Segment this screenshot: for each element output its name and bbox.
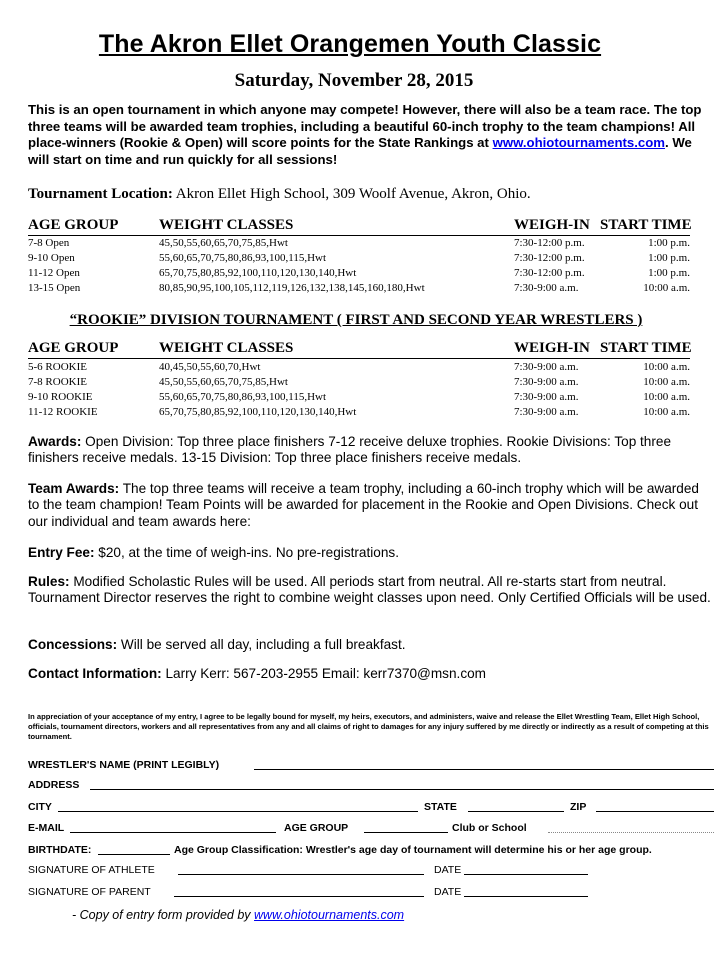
team-awards-text: The top three teams will receive a team trophy, including a 60-inch trophy which will be awarded to the team champion! Team Points will be awarded for placement in the Rookie and Open Divisions. Check out our individual and team awards here: — [28, 481, 699, 529]
club-field[interactable] — [548, 832, 714, 833]
address-field[interactable] — [90, 789, 714, 790]
awards-section — [28, 434, 714, 467]
entry-fee-text: $20, at the time of weigh-ins. No pre-registrations. — [94, 545, 399, 560]
intro-text-after: . We will start on time and run quickly for all sessions! — [28, 135, 692, 167]
waiver-text: In appreciation of your acceptance of my entry, I agree to be legally bound for myself, my heirs, executors, and administers, waive and release the Ellet Wrestling Team, Ellet High School, officials, tournament directors, workers and all representatives from any and all claims of right to damages for any injury suffered by me directly or indirectly as a result of competing at this tournament. — [28, 712, 709, 741]
intro-paragraph — [28, 102, 714, 168]
row-weigh-in: 7:30-9:00 a.m. — [514, 406, 579, 418]
header-age-group: AGE GROUP — [28, 217, 119, 233]
email-label: E-MAIL — [28, 822, 65, 834]
row-start: 10:00 a.m. — [643, 376, 690, 388]
row-weigh-in: 7:30-12:00 p.m. — [514, 252, 585, 264]
parent-date-field[interactable] — [464, 896, 588, 897]
contact-section — [28, 666, 714, 682]
location-value: Akron Ellet High School, 309 Woolf Avenue, Akron, Ohio. — [172, 186, 531, 202]
row-age: 7-8 ROOKIE — [28, 376, 87, 388]
row-weights: 40,45,50,55,60,70,Hwt — [159, 361, 261, 373]
age-classification-note: Age Group Classification: Wrestler's age day of tournament will determine his or her age group. — [174, 844, 652, 856]
row-start: 1:00 p.m. — [648, 267, 690, 279]
city-label: CITY — [28, 801, 52, 813]
row-age: 7-8 Open — [28, 237, 70, 249]
row-weigh-in: 7:30-9:00 a.m. — [514, 361, 579, 373]
row-weights: 45,50,55,60,65,70,75,85,Hwt — [159, 376, 288, 388]
birthdate-row — [28, 842, 714, 856]
awards-label: Awards: — [28, 434, 82, 449]
row-weigh-in: 7:30-9:00 a.m. — [514, 376, 579, 388]
table-row — [28, 406, 690, 420]
footer-credit — [72, 908, 404, 922]
rules-text: Modified Scholastic Rules will be used. All periods start from neutral. All re-starts start from neutral. Tournament Director reserves the right to combine weight classes upon need. Only Certified Officials will be used. — [28, 574, 711, 606]
zip-field[interactable] — [596, 811, 714, 812]
row-age: 13-15 Open — [28, 282, 81, 294]
row-age: 11-12 Open — [28, 267, 80, 279]
concessions-text: Will be served all day, including a full breakfast. — [117, 637, 406, 652]
row-start: 10:00 a.m. — [643, 361, 690, 373]
age-group-field[interactable] — [364, 832, 448, 833]
intro-link[interactable]: www.ohiotournaments.com — [492, 135, 666, 150]
parent-date-label: DATE — [434, 886, 462, 898]
table-row — [28, 267, 690, 281]
concessions-label: Concessions: — [28, 637, 118, 652]
club-label: Club or School — [452, 822, 527, 834]
footer-text: - Copy of entry form provided by — [72, 908, 255, 922]
parent-signature-row — [28, 884, 714, 898]
header-start-time: START TIME — [600, 217, 692, 233]
state-label: STATE — [424, 801, 457, 813]
footer-link[interactable]: www.ohiotournaments.com — [254, 908, 405, 922]
open-table-header — [28, 217, 690, 236]
entry-fee-section — [28, 545, 714, 561]
team-awards-section — [28, 481, 714, 530]
table-row — [28, 391, 690, 405]
athlete-date-field[interactable] — [464, 874, 588, 875]
address-row — [28, 777, 714, 791]
row-weights: 45,50,55,60,65,70,75,85,Hwt — [159, 237, 288, 249]
header-weigh-in: WEIGH-IN — [514, 217, 590, 233]
table-row — [28, 376, 690, 390]
city-row — [28, 799, 714, 813]
state-field[interactable] — [468, 811, 564, 812]
city-field[interactable] — [58, 811, 418, 812]
row-start: 10:00 a.m. — [643, 391, 690, 403]
row-weights: 65,70,75,80,85,92,100,110,120,130,140,Hwt — [159, 267, 357, 279]
row-weigh-in: 7:30-9:00 a.m. — [514, 282, 579, 294]
header-start-time: START TIME — [600, 340, 692, 356]
wrestler-name-field[interactable] — [254, 769, 714, 770]
concessions-section — [28, 637, 714, 653]
row-weights: 80,85,90,95,100,105,112,119,126,132,138,145,160,180,Hwt — [159, 282, 425, 294]
team-awards-label: Team Awards: — [28, 481, 120, 496]
age-group-label: AGE GROUP — [284, 822, 349, 834]
rookie-division-title: “ROOKIE” DIVISION TOURNAMENT ( FIRST AND SECOND YEAR WRESTLERS ) — [69, 312, 643, 328]
row-weights: 55,60,65,70,75,80,86,93,100,115,Hwt — [159, 391, 327, 403]
contact-label: Contact Information: — [28, 666, 162, 681]
contact-text: Larry Kerr: 567-203-2955 Email: kerr7370@msn.com — [161, 666, 486, 681]
row-age: 11-12 ROOKIE — [28, 406, 98, 418]
row-start: 10:00 a.m. — [643, 282, 690, 294]
rules-section — [28, 574, 714, 607]
athlete-signature-field[interactable] — [178, 874, 424, 875]
row-weights: 65,70,75,80,85,92,100,110,120,130,140,Hwt — [159, 406, 357, 418]
parent-signature-label: SIGNATURE OF PARENT — [28, 886, 151, 898]
parent-signature-field[interactable] — [174, 896, 424, 897]
table-row — [28, 361, 690, 375]
location-label: Tournament Location: — [28, 186, 173, 202]
header-age-group: AGE GROUP — [28, 340, 119, 356]
intro-text: This is an open tournament in which anyone may compete! However, there will also be a team race. The top three teams will be awarded team trophies, including a beautiful 60-inch trophy to the team champions! All place-winners (Rookie & Open) will score points for the State Rankings at — [28, 102, 702, 150]
row-age: 9-10 ROOKIE — [28, 391, 93, 403]
address-label: ADDRESS — [28, 779, 80, 791]
wrestler-name-row — [28, 757, 714, 771]
athlete-signature-row — [28, 862, 714, 876]
page-title: The Akron Ellet Orangemen Youth Classic — [98, 30, 602, 58]
row-age: 5-6 ROOKIE — [28, 361, 87, 373]
entry-fee-label: Entry Fee: — [28, 545, 95, 560]
table-row — [28, 237, 690, 251]
header-weight-classes: WEIGHT CLASSES — [159, 217, 294, 233]
event-date: Saturday, November 28, 2015 — [234, 70, 474, 91]
table-row — [28, 252, 690, 266]
row-start: 10:00 a.m. — [643, 406, 690, 418]
zip-label: ZIP — [570, 801, 587, 813]
birthdate-label: BIRTHDATE: — [28, 844, 92, 856]
rookie-table-header — [28, 340, 690, 359]
table-row — [28, 282, 690, 296]
tournament-location — [28, 186, 714, 203]
row-start: 1:00 p.m. — [648, 252, 690, 264]
row-weights: 55,60,65,70,75,80,86,93,100,115,Hwt — [159, 252, 327, 264]
row-weigh-in: 7:30-9:00 a.m. — [514, 391, 579, 403]
birthdate-field[interactable] — [98, 854, 170, 855]
email-row — [28, 820, 714, 834]
row-weigh-in: 7:30-12:00 p.m. — [514, 267, 585, 279]
header-weight-classes: WEIGHT CLASSES — [159, 340, 294, 356]
row-weigh-in: 7:30-12:00 p.m. — [514, 237, 585, 249]
rules-label: Rules: — [28, 574, 70, 589]
row-age: 9-10 Open — [28, 252, 75, 264]
athlete-signature-label: SIGNATURE OF ATHLETE — [28, 864, 155, 876]
row-start: 1:00 p.m. — [648, 237, 690, 249]
wrestler-name-label: WRESTLER'S NAME (PRINT LEGIBLY) — [28, 759, 220, 771]
awards-text: Open Division: Top three place finishers 7-12 receive deluxe trophies. Rookie Divisions: Top three finishers receive medals. 13-15 Division: Top three place finishers receive medals. — [28, 434, 672, 466]
header-weigh-in: WEIGH-IN — [514, 340, 590, 356]
email-field[interactable] — [70, 832, 276, 833]
athlete-date-label: DATE — [434, 864, 462, 876]
